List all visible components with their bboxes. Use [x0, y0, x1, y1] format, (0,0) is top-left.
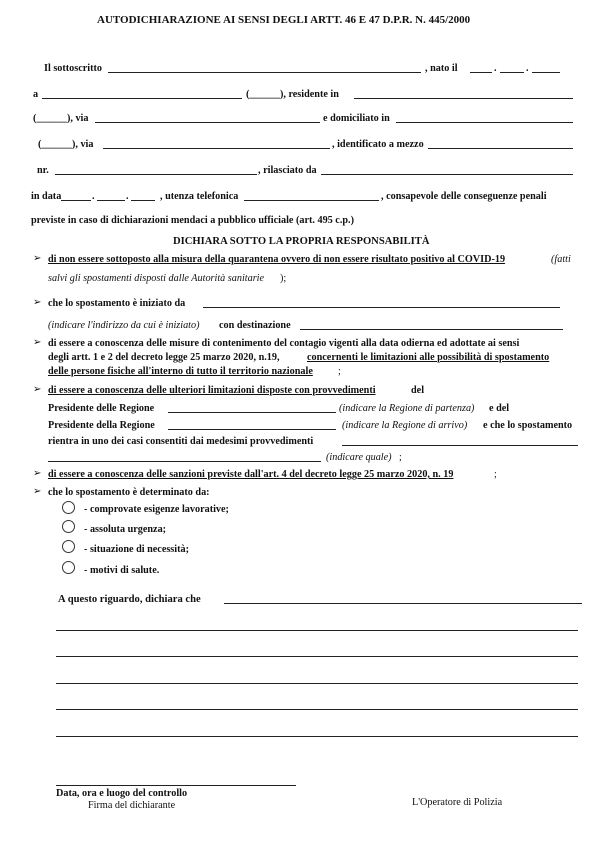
label-via-2: (______), via — [38, 139, 94, 150]
field-mese-nascita[interactable] — [500, 72, 524, 73]
field-residenza[interactable] — [354, 98, 573, 99]
label-via-1: (______), via — [33, 113, 89, 124]
field-regione-partenza[interactable] — [168, 412, 336, 413]
item-quarantena-note: salvi gli spostamenti disposti dalle Autorità sanitarie — [48, 273, 265, 284]
field-data-giorno[interactable] — [61, 200, 91, 201]
option-radio-lavoro[interactable] — [62, 501, 75, 514]
option-lavoro-label: - comprovate esigenze lavorative; — [84, 504, 229, 515]
option-radio-necessita[interactable] — [62, 540, 75, 553]
item-quarantena: di non essere sottoposto alla misura della quarantena ovvero di non essere risultato positivo al COVID-19 — [48, 254, 506, 265]
label-utenza: , utenza telefonica — [160, 191, 239, 202]
label-a: a — [33, 89, 39, 100]
item-sanzioni: di essere a conoscenza delle sanzioni previste dall'art. 4 del decreto legge 25 marzo 2020, n. 19 — [48, 469, 454, 480]
item-determinato: che lo spostamento è determinato da: — [48, 487, 210, 498]
field-domicilio[interactable] — [396, 122, 573, 123]
label-previste: previste in caso di dichiarazioni mendaci a pubblico ufficiale (art. 495 c.p.) — [31, 215, 354, 226]
field-anno-nascita[interactable] — [532, 72, 560, 73]
label-rilasciato: , rilasciato da — [258, 165, 317, 176]
option-radio-salute[interactable] — [62, 561, 75, 574]
field-luogo-nascita[interactable] — [42, 98, 242, 99]
option-radio-urgenza[interactable] — [62, 520, 75, 533]
arrow-icon: ➢ — [33, 468, 42, 479]
item-misure: di essere a conoscenza delle misure di contenimento del contagio vigenti alla data odierna ed adottate ai sensi — [48, 338, 520, 349]
field-provvedimento-cont[interactable] — [48, 461, 321, 462]
field-giorno-nascita[interactable] — [470, 72, 492, 73]
label-residente: (______), residente in — [246, 89, 339, 100]
arrow-icon: ➢ — [33, 384, 42, 395]
arrow-icon: ➢ — [33, 253, 42, 264]
label-operatore: L'Operatore di Polizia — [412, 797, 503, 808]
field-rilasciato-da[interactable] — [321, 174, 573, 175]
document-title: AUTODICHIARAZIONE AI SENSI DEGLI ARTT. 46 E 47 D.P.R. N. 445/2000 — [97, 14, 471, 26]
field-nome[interactable] — [108, 72, 421, 73]
field-dichiarazione-4[interactable] — [56, 683, 578, 684]
label-firma: Firma del dichiarante — [88, 800, 176, 811]
field-data-anno[interactable] — [131, 200, 155, 201]
field-dichiarazione-6[interactable] — [56, 736, 578, 737]
label-identificato: , identificato a mezzo — [332, 139, 424, 150]
arrow-icon: ➢ — [33, 297, 42, 308]
label-nato-il: , nato il — [425, 63, 458, 74]
field-telefono[interactable] — [244, 200, 379, 201]
field-via-residenza[interactable] — [95, 122, 320, 123]
arrow-icon: ➢ — [33, 486, 42, 497]
field-dichiarazione-1[interactable] — [224, 603, 582, 604]
field-dichiarazione-5[interactable] — [56, 709, 578, 710]
option-salute-label: - motivi di salute. — [84, 565, 160, 576]
label-domiciliato: e domiciliato in — [323, 113, 390, 124]
option-necessita-label: - situazione di necessità; — [84, 544, 189, 555]
field-dichiarazione-2[interactable] — [56, 630, 578, 631]
field-partenza[interactable] — [203, 307, 560, 308]
field-dichiarazione-3[interactable] — [56, 656, 578, 657]
declare-heading: DICHIARA SOTTO LA PROPRIA RESPONSABILITÀ — [173, 236, 430, 247]
item-iniziato: che lo spostamento è iniziato da — [48, 298, 186, 309]
option-urgenza-label: - assoluta urgenza; — [84, 524, 167, 535]
field-documento[interactable] — [428, 148, 573, 149]
field-firma[interactable] — [56, 785, 296, 786]
field-numero-documento[interactable] — [55, 174, 257, 175]
field-via-domicilio[interactable] — [103, 148, 330, 149]
label-sottoscritto: Il sottoscritto — [44, 63, 102, 74]
label-in-data: in data — [31, 191, 62, 202]
field-data-mese[interactable] — [97, 200, 125, 201]
field-destinazione[interactable] — [300, 329, 563, 330]
item-ulteriori: di essere a conoscenza delle ulteriori limitazioni disposte con provvedimenti — [48, 385, 376, 396]
label-nr: nr. — [37, 165, 49, 176]
arrow-icon: ➢ — [33, 337, 42, 348]
label-riguardo: A questo riguardo, dichiara che — [58, 594, 201, 605]
field-provvedimento[interactable] — [342, 445, 578, 446]
label-consapevole: , consapevole delle conseguenze penali — [381, 191, 547, 202]
label-data-ora: Data, ora e luogo del controllo — [56, 788, 188, 799]
field-regione-arrivo[interactable] — [168, 429, 336, 430]
